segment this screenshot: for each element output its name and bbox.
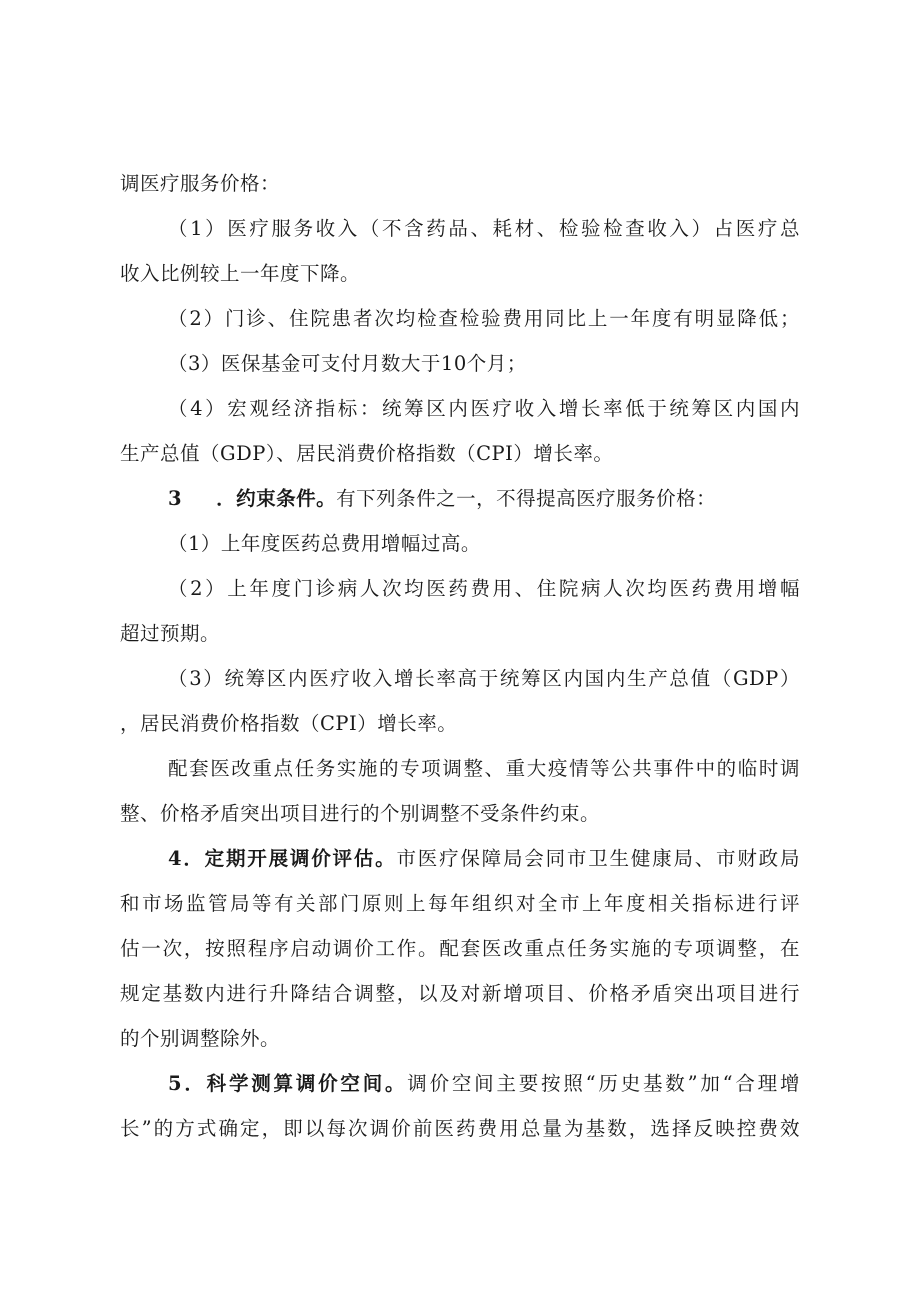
paragraph-line: （3）统筹区内医疗收入增长率高于统筹区内国内生产总值（GDP）	[168, 667, 800, 690]
paragraph-line: （2）门诊、住院患者次均检查检验费用同比上一年度有明显降低；	[168, 307, 800, 330]
paragraph-line: （2）上年度门诊病人次均医药费用、住院病人次均医药费用增幅	[168, 577, 800, 600]
paragraph-line: 规定基数内进行升降结合调整，以及对新增项目、价格矛盾突出项目进行	[120, 982, 800, 1005]
paragraph-line: 收入比例较上一年度下降。	[120, 262, 361, 285]
section-5-title: 5．科学测算调价空间。	[168, 1072, 408, 1095]
section-4-title: 4．定期开展调价评估。	[168, 847, 397, 870]
paragraph-line: 调医疗服务价格：	[120, 172, 281, 195]
paragraph-line: 的个别调整除外。	[120, 1027, 281, 1050]
section-4-text: 市医疗保障局会同市卫生健康局、市财政局	[396, 847, 800, 870]
paragraph-line: ，居民消费价格指数（CPI）增长率。	[120, 712, 458, 735]
section-3-text: 有下列条件之一，不得提高医疗服务价格：	[336, 487, 717, 510]
paragraph-line: （4）宏观经济指标：统筹区内医疗收入增长率低于统筹区内国内	[168, 397, 800, 420]
paragraph-line: 和市场监管局等有关部门原则上每年组织对全市上年度相关指标进行评	[120, 892, 800, 915]
paragraph-line: 超过预期。	[120, 622, 221, 645]
paragraph-line: 整、价格矛盾突出项目进行的个别调整不受条件约束。	[120, 802, 601, 825]
paragraph-line: 生产总值（GDP）、居民消费价格指数（CPI）增长率。	[120, 442, 614, 465]
section-5-heading	[168, 1070, 800, 1098]
paragraph-line: （3）医保基金可支付月数大于10个月；	[168, 352, 527, 375]
paragraph-line: 长”的方式确定，即以每次调价前医药费用总量为基数，选择反映控费效	[120, 1117, 800, 1140]
paragraph-line: （1）上年度医药总费用增幅过高。	[168, 532, 481, 555]
paragraph-line: （1）医疗服务收入（不含药品、耗材、检验检查收入）占医疗总	[168, 217, 800, 240]
section-3-number: 3	[168, 487, 183, 510]
section-5-text: 调价空间主要按照“历史基数”加“合理增	[407, 1072, 800, 1095]
section-3-heading	[168, 485, 716, 513]
paragraph-line: 估一次，按照程序启动调价工作。配套医改重点任务实施的专项调整，在	[120, 937, 800, 960]
section-3-title: ．约束条件。	[216, 487, 337, 510]
section-4-heading	[168, 845, 800, 873]
paragraph-line: 配套医改重点任务实施的专项调整、重大疫情等公共事件中的临时调	[168, 757, 800, 780]
